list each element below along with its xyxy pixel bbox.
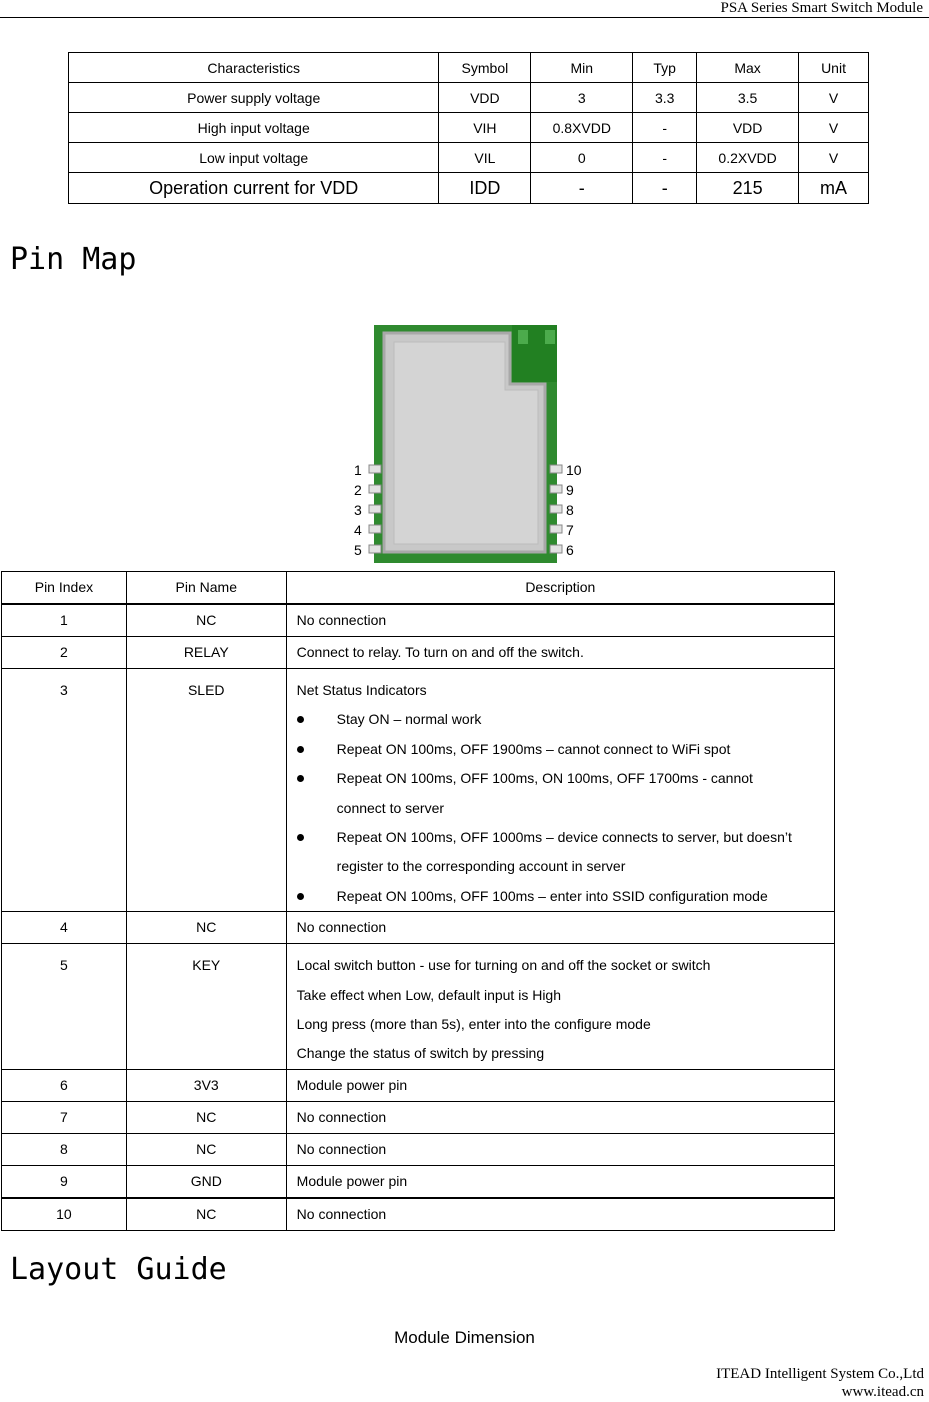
pin-col-header: Pin Name [126,572,286,605]
pin-index: 6 [2,1069,127,1101]
header-rule [0,17,929,18]
sled-bullet: Repeat ON 100ms, OFF 1900ms – cannot connect to WiFi spot [297,735,834,764]
pin-name: NC [126,912,286,944]
pin-label: 5 [354,542,362,558]
pin-description [286,669,834,912]
footer-company: ITEAD Intelligent System Co.,Ltd [716,1366,924,1382]
spec-cell: - [633,173,697,204]
pin-map-heading: Pin Map [10,242,137,277]
pin-name: SLED [126,669,286,912]
spec-col-header: Characteristics [69,53,439,83]
pin-table [1,571,835,1231]
layout-guide-heading: Layout Guide [10,1252,227,1287]
pin-description: No connection [286,1133,834,1165]
pin-label: 9 [566,482,574,498]
spec-cell: - [633,113,697,143]
pin-row [2,637,835,669]
pin-index: 1 [2,604,127,637]
pin-index: 5 [2,944,127,1070]
spec-cell: VIL [439,143,531,173]
pin-name: 3V3 [126,1069,286,1101]
key-line: Take effect when Low, default input is High [296,986,562,1003]
pin-name: NC [126,604,286,637]
spec-cell: 215 [697,173,799,204]
spec-header-row [69,53,869,83]
spec-cell: High input voltage [69,113,439,143]
spec-table [68,52,869,204]
pin-label: 2 [354,482,362,498]
pin-row [2,1133,835,1165]
sled-title: Net Status Indicators [296,682,427,698]
spec-cell: VDD [439,83,531,113]
sled-bullet: Repeat ON 100ms, OFF 1000ms – device connects to server, but doesn’t register to the corresponding account in server [297,823,834,882]
pin-name: RELAY [126,637,286,669]
sled-bullet: Repeat ON 100ms, OFF 100ms – enter into SSID configuration mode [297,882,834,911]
sled-bullet: Repeat ON 100ms, OFF 100ms, ON 100ms, OFF 1700ms - cannot connect to server [297,764,834,823]
pin-header-row [2,572,835,605]
spec-cell: Low input voltage [69,143,439,173]
pin-label: 10 [566,462,582,478]
pin-row [2,912,835,944]
key-line: Local switch button - use for turning on and off the socket or switch [296,957,711,974]
spec-cell: 0.8XVDD [531,113,633,143]
spec-cell: - [531,173,633,204]
spec-cell: IDD [439,173,531,204]
spec-cell: - [633,143,697,173]
pin-description: No connection [286,604,834,637]
key-line: Long press (more than 5s), enter into the configure mode [296,1016,651,1033]
spec-col-header: Max [697,53,799,83]
pin-description: No connection [286,1198,834,1231]
spec-col-header: Symbol [439,53,531,83]
spec-cell: mA [799,173,869,204]
pin-description: No connection [286,912,834,944]
pin-row [2,1165,835,1198]
pin-index: 3 [2,669,127,912]
spec-row [69,113,869,143]
pin-name: NC [126,1101,286,1133]
spec-cell: 3 [531,83,633,113]
pin-col-header: Pin Index [2,572,127,605]
pin-index: 4 [2,912,127,944]
sled-bullet: Stay ON – normal work [297,705,834,734]
spec-row [69,83,869,113]
spec-cell: Power supply voltage [69,83,439,113]
pin-row [2,1101,835,1133]
pin-name: NC [126,1133,286,1165]
spec-cell: 0 [531,143,633,173]
spec-cell: VDD [697,113,799,143]
module-dimension-caption: Module Dimension [394,1328,535,1347]
spec-row [69,173,869,204]
pin-label: 6 [566,542,574,558]
spec-cell: 3.3 [633,83,697,113]
footer-url: www.itead.cn [841,1384,924,1400]
pin-name: GND [126,1165,286,1198]
pin-row [2,1198,835,1231]
pin-label: 8 [566,502,574,518]
pin-description: Module power pin [286,1069,834,1101]
spec-col-header: Min [531,53,633,83]
antenna-pad [518,330,528,344]
pin-row [2,669,835,912]
spec-cell: 0.2XVDD [697,143,799,173]
pin-index: 9 [2,1165,127,1198]
pin-description: No connection [286,1101,834,1133]
pin-description: Module power pin [286,1165,834,1198]
module-pinout-diagram [340,318,594,573]
pin-description [286,944,834,1070]
key-line: Change the status of switch by pressing [296,1045,545,1062]
pin-description: Connect to relay. To turn on and off the switch. [286,637,834,669]
pin-label: 7 [566,522,574,538]
page-header-title: PSA Series Smart Switch Module [720,0,923,16]
spec-cell: Operation current for VDD [69,173,439,204]
pin-row [2,944,835,1070]
pin-index: 7 [2,1101,127,1133]
spec-col-header: Unit [799,53,869,83]
pin-col-header: Description [286,572,834,605]
spec-col-header: Typ [633,53,697,83]
spec-cell: V [799,83,869,113]
pin-index: 2 [2,637,127,669]
pin-name: NC [126,1198,286,1231]
pin-name: KEY [126,944,286,1070]
pin-label: 4 [354,522,362,538]
spec-cell: 3.5 [697,83,799,113]
spec-cell: V [799,143,869,173]
pin-index: 10 [2,1198,127,1231]
pin-label: 3 [354,502,362,518]
pin-label: 1 [354,462,362,478]
pin-row [2,1069,835,1101]
pin-index: 8 [2,1133,127,1165]
spec-cell: VIH [439,113,531,143]
antenna-pad [545,330,555,344]
spec-row [69,143,869,173]
pin-row [2,604,835,637]
spec-cell: V [799,113,869,143]
